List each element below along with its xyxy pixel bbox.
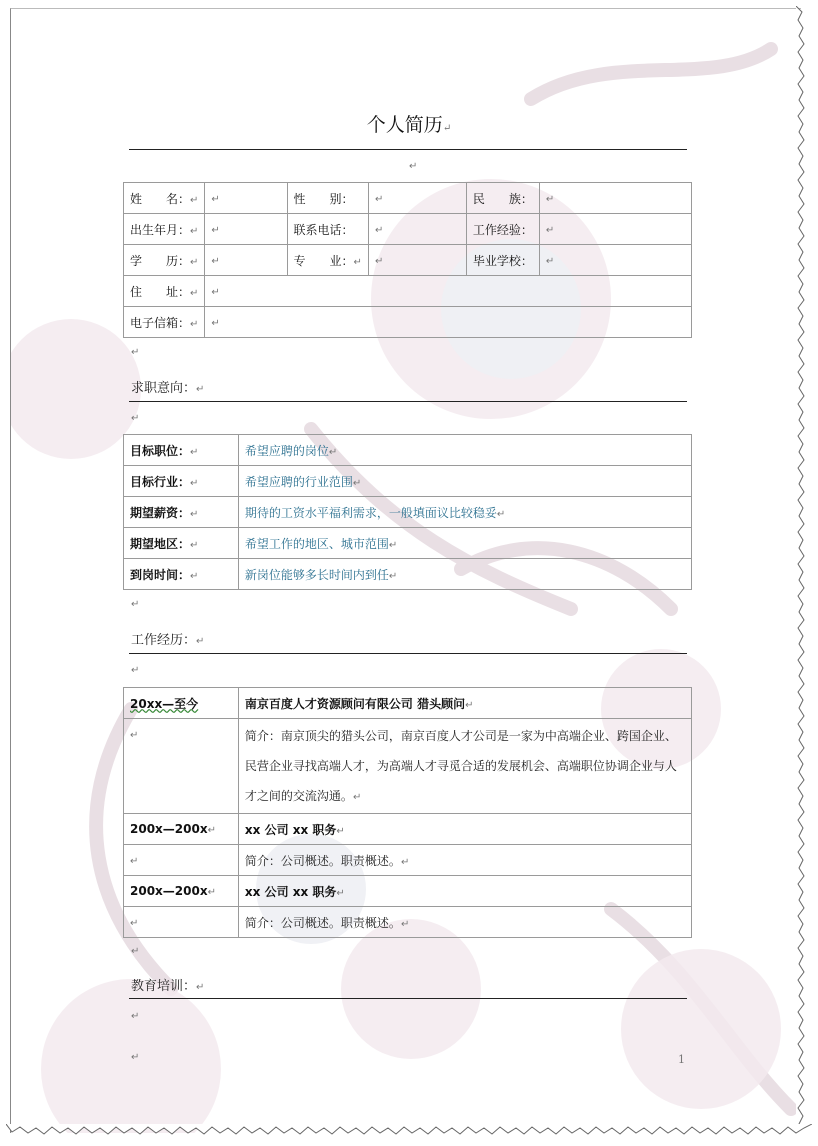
- table-row: [124, 214, 692, 245]
- start-time-label: 到岗时间：↵: [124, 559, 239, 590]
- paragraph-mark: ↵: [131, 347, 140, 358]
- table-row: [124, 307, 692, 338]
- ethnic-value-cell[interactable]: ↵: [539, 183, 691, 214]
- email-label: 电子信箱：↵: [124, 307, 205, 338]
- expected-salary-label: 期望薪资：↵: [124, 497, 239, 528]
- name-label: 姓 名：↵: [124, 183, 205, 214]
- table-row: [124, 907, 692, 938]
- paragraph-mark: ↵: [131, 1011, 140, 1022]
- email-value-cell[interactable]: ↵: [205, 307, 692, 338]
- table-row: [124, 845, 692, 876]
- birth-value-cell[interactable]: ↵: [205, 214, 287, 245]
- gender-label: 性 别：: [287, 183, 368, 214]
- table-row: [124, 876, 692, 907]
- table-row: [124, 688, 692, 719]
- work-description[interactable]: 简介：公司概述。职责概述。↵: [238, 907, 691, 938]
- table-row: [124, 814, 692, 845]
- work-company[interactable]: xx 公司 xx 职务↵: [238, 876, 691, 907]
- ethnic-label: 民 族：: [466, 183, 539, 214]
- work-description[interactable]: 简介：南京顶尖的猎头公司，南京百度人才公司是一家为中高端企业、跨国企业、民营企业寻找高端人才，为高端人才寻觅合适的发展机会、高端职位协调企业与人才之间的交流沟通。↵: [238, 719, 691, 814]
- job-intent-rule: [129, 401, 687, 402]
- birth-label: 出生年月：↵: [124, 214, 205, 245]
- work-period: 20xx—至今: [124, 688, 239, 719]
- paragraph-mark: ↵: [131, 1052, 140, 1063]
- work-period-empty: ↵: [124, 907, 239, 938]
- phone-label: 联系电话：: [287, 214, 368, 245]
- expected-salary-value[interactable]: 期待的工资水平福利需求，一般填面议比较稳妥↵: [238, 497, 691, 528]
- paragraph-mark: ↵: [131, 413, 140, 424]
- table-row: [124, 245, 692, 276]
- work-period-empty: ↵: [124, 845, 239, 876]
- target-position-value[interactable]: 希望应聘的岗位↵: [238, 435, 691, 466]
- target-position-label: 目标职位：↵: [124, 435, 239, 466]
- work-company[interactable]: xx 公司 xx 职务↵: [238, 814, 691, 845]
- paragraph-mark: ↵: [409, 161, 418, 172]
- name-value-cell[interactable]: ↵: [205, 183, 287, 214]
- page-number: 1: [678, 1053, 685, 1066]
- page-torn-edge-bottom: [6, 1124, 812, 1140]
- page-title: 个人简历↵: [366, 114, 452, 136]
- page-torn-edge-right: [796, 6, 810, 1136]
- experience-value-cell[interactable]: ↵: [539, 214, 691, 245]
- expected-region-value[interactable]: 希望工作的地区、城市范围↵: [238, 528, 691, 559]
- school-label: 毕业学校：: [466, 245, 539, 276]
- start-time-value[interactable]: 新岗位能够多长时间内到任↵: [238, 559, 691, 590]
- phone-value-cell[interactable]: ↵: [368, 214, 466, 245]
- target-industry-value[interactable]: 希望应聘的行业范围↵: [238, 466, 691, 497]
- gender-value-cell[interactable]: ↵: [368, 183, 466, 214]
- target-industry-label: 目标行业：↵: [124, 466, 239, 497]
- major-value-cell[interactable]: ↵: [368, 245, 466, 276]
- education-label: 学 历：↵: [124, 245, 205, 276]
- address-value-cell[interactable]: ↵: [205, 276, 692, 307]
- education-value-cell[interactable]: ↵: [205, 245, 287, 276]
- education-rule: [129, 998, 687, 999]
- education-heading: 教育培训：↵: [131, 979, 205, 994]
- work-period-empty: ↵: [124, 719, 239, 814]
- work-description[interactable]: 简介：公司概述。职责概述。↵: [238, 845, 691, 876]
- paragraph-mark: ↵: [131, 665, 140, 676]
- experience-label: 工作经验：: [466, 214, 539, 245]
- school-value-cell[interactable]: ↵: [539, 245, 691, 276]
- table-row: [124, 183, 692, 214]
- job-intent-table: [123, 434, 692, 590]
- table-row: [124, 276, 692, 307]
- title-rule: [129, 149, 687, 150]
- table-row: [124, 466, 692, 497]
- table-row: [124, 719, 692, 814]
- table-row: [124, 435, 692, 466]
- table-row: [124, 528, 692, 559]
- job-intent-heading: 求职意向：↵: [131, 381, 205, 396]
- paragraph-mark: ↵: [131, 599, 140, 610]
- paragraph-mark: ↵: [131, 946, 140, 957]
- personal-info-table: [123, 182, 692, 338]
- address-label: 住 址：↵: [124, 276, 205, 307]
- expected-region-label: 期望地区：↵: [124, 528, 239, 559]
- work-table: [123, 687, 692, 938]
- table-row: [124, 559, 692, 590]
- table-row: [124, 497, 692, 528]
- work-rule: [129, 653, 687, 654]
- work-company[interactable]: 南京百度人才资源顾问有限公司 猎头顾问↵: [238, 688, 691, 719]
- work-period: 200x—200x↵: [124, 876, 239, 907]
- major-label: 专 业：↵: [287, 245, 368, 276]
- work-heading: 工作经历：↵: [131, 633, 205, 648]
- work-period: 200x—200x↵: [124, 814, 239, 845]
